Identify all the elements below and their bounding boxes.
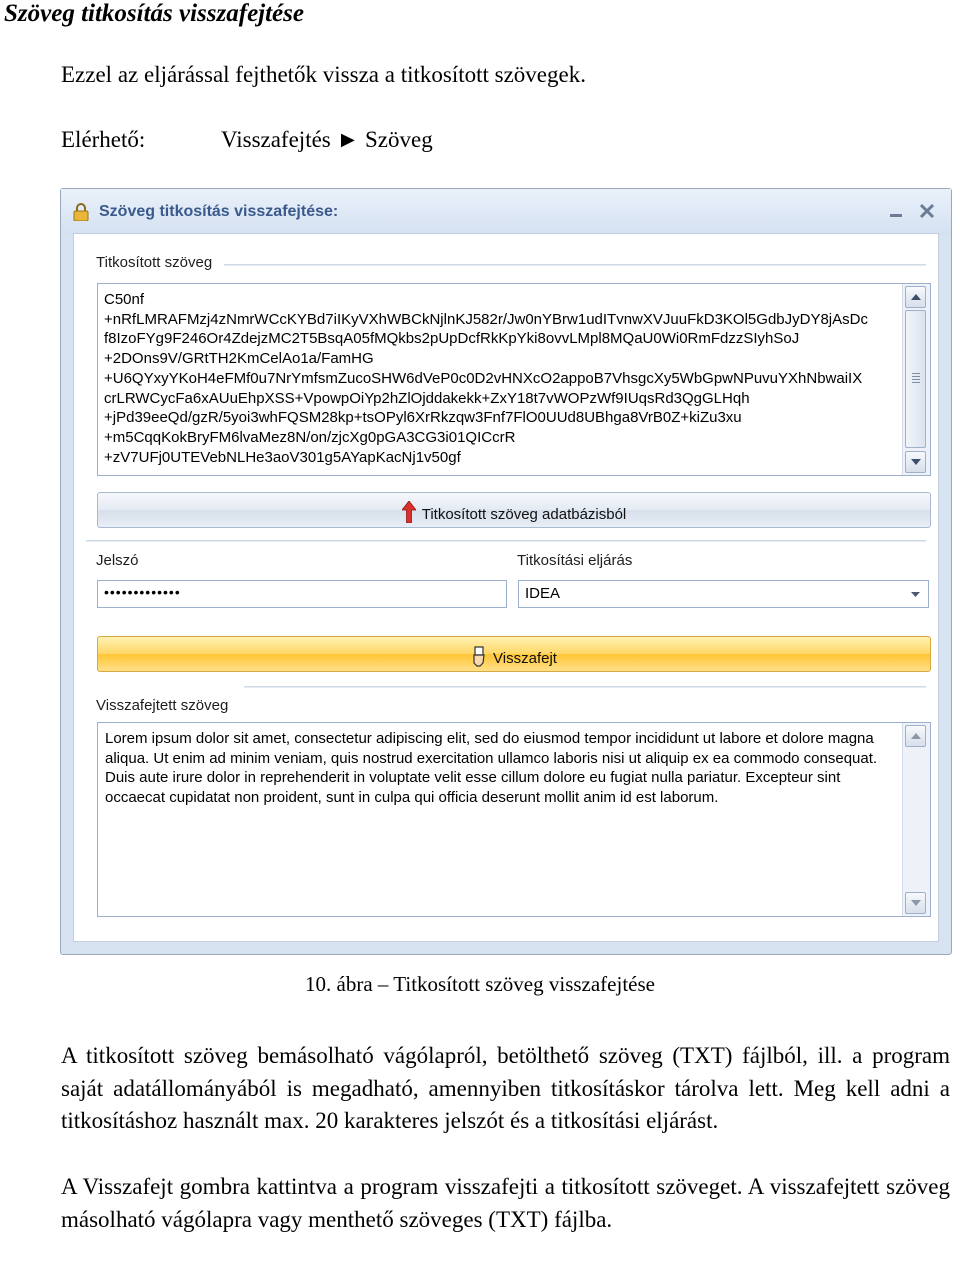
doc-intro: Ezzel az eljárással fejthetők vissza a titkosított szövegek. bbox=[61, 62, 586, 87]
encrypted-textarea[interactable] bbox=[97, 283, 931, 476]
dialog-titlebar bbox=[61, 189, 951, 235]
decrypt-button[interactable] bbox=[97, 636, 931, 672]
scroll-up-button[interactable] bbox=[905, 286, 926, 308]
dialog-body bbox=[73, 233, 939, 942]
scroll-up-icon bbox=[910, 293, 922, 301]
encrypted-scrollbar[interactable] bbox=[902, 284, 930, 475]
figure-caption: 10. ábra – Titkosított szöveg visszafejtése bbox=[305, 972, 655, 996]
separator bbox=[244, 686, 926, 688]
up-arrow-icon bbox=[402, 501, 416, 523]
decrypted-text: Lorem ipsum dolor sit amet, consectetur adipiscing elit, sed do eiusmod tempor incididunt ut labore et dolore magna aliqua. Ut enim ad minim veniam, quis nostrud exercitation ullamco laboris nisi ut aliquip ex ea commodo consequat. Duis aute irure dolor in reprehenderit in voluptate velit esse cillum dolore eu fugiat nulla pariatur. Excepteur sint occaecat cupidatat non proident, sunt in culpa qui officia deserunt mollit anim id est laborum. bbox=[105, 730, 882, 807]
chevron-down-icon bbox=[911, 592, 920, 597]
dialog-title: Szöveg titkosítás visszafejtése: bbox=[99, 203, 339, 220]
scroll-down-icon bbox=[910, 899, 922, 907]
method-label: Titkosítási eljárás bbox=[517, 552, 633, 569]
scroll-down-button[interactable] bbox=[905, 451, 926, 473]
password-field[interactable] bbox=[97, 580, 507, 608]
password-value: ••••••••••••• bbox=[104, 584, 181, 600]
scroll-down-button[interactable] bbox=[905, 892, 926, 914]
doc-heading: Szöveg titkosítás visszafejtése bbox=[4, 0, 304, 27]
load-button-label: Titkosított szöveg adatbázisból bbox=[421, 506, 627, 523]
separator bbox=[86, 540, 926, 542]
decrypted-scrollbar[interactable] bbox=[902, 723, 930, 916]
scroll-up-button[interactable] bbox=[905, 725, 926, 747]
scroll-thumb[interactable] bbox=[905, 310, 926, 448]
paragraph-2: A Visszafejt gombra kattintva a program visszafejti a titkosított szöveget. A visszafejtett szöveg másolható vágólapra vagy menthető szöveges (TXT) fájlba. bbox=[61, 1174, 950, 1232]
close-icon[interactable] bbox=[917, 201, 937, 221]
password-label: Jelszó bbox=[96, 552, 139, 569]
decrypt-button-label: Visszafejt bbox=[493, 650, 557, 667]
hand-icon bbox=[471, 645, 487, 667]
method-select[interactable] bbox=[518, 580, 929, 608]
encrypted-label: Titkosított szöveg bbox=[96, 254, 213, 271]
separator bbox=[224, 264, 926, 266]
dialog-window bbox=[60, 188, 952, 955]
lock-icon bbox=[73, 203, 89, 221]
decrypted-label: Visszafejtett szöveg bbox=[96, 697, 229, 714]
doc-access bbox=[61, 127, 433, 153]
paragraph-1: A titkosított szöveg bemásolható vágólapról, betölthető szöveg (TXT) fájlból, ill. a program saját adatállományából is megadható, amennyiben titkosításkor tárolva lett. Meg kell adni a titkosításhoz használt max. 20 karakteres jelszót és a titkosítási eljárást. bbox=[61, 1043, 950, 1134]
access-label: Elérhető: bbox=[61, 127, 146, 152]
access-path: Visszafejtés ► Szöveg bbox=[221, 127, 433, 152]
minimize-icon[interactable] bbox=[887, 203, 905, 221]
decrypted-textarea[interactable] bbox=[97, 722, 931, 917]
method-value: IDEA bbox=[525, 585, 561, 602]
encrypted-text: C50nf +nRfLMRAFMzj4zNmrWCcKYBd7iIKyVXhWBCkNjlnKJ582r/Jw0nYBrw1udITvnwXVJuuFkD3KOl5GdbJyDY8jAsDc f8IzoFYg9F246Or4ZdejzMC2T5BsqA05fMQkbs2pUpDcfRkKpYki8ovvLMpl8MQaU0Wi0RmFdzzSIyhSoJ +2DOns9V/GRtTH2KmCelAo1a/FamHG +U6QYxyYKoH4eFMf0u7NrYmfsmZucoSHW6dVeP0c0D2vHNXcO2appoB7VhsgcXy5WbGpwNPuvuYXhNbwaiIX crLRWCycFa6xAUuEhpXSS+VpowpOiYp2hZlOjddakekk+ZxY18t7vWOPzWf9IUqsRd3QgGLHqh +jPd39eeQd/gzR/5yoi3whFQSM28kp+tsOPyl6XrRkzqw3Fnf7FlO0UUd8UBhga8VrB0Z+kiZu3xu +m5CqqKokBryFM6lvaMez8N/on/zjcXg0pGA3CG3i01QICcrR +zV7UFj0UTEVebNLHe3aoV301g5AYapKacNj1v50gf bbox=[104, 291, 868, 466]
load-from-database-button[interactable] bbox=[97, 492, 931, 528]
scroll-down-icon bbox=[910, 458, 922, 466]
scroll-up-icon bbox=[910, 732, 922, 740]
